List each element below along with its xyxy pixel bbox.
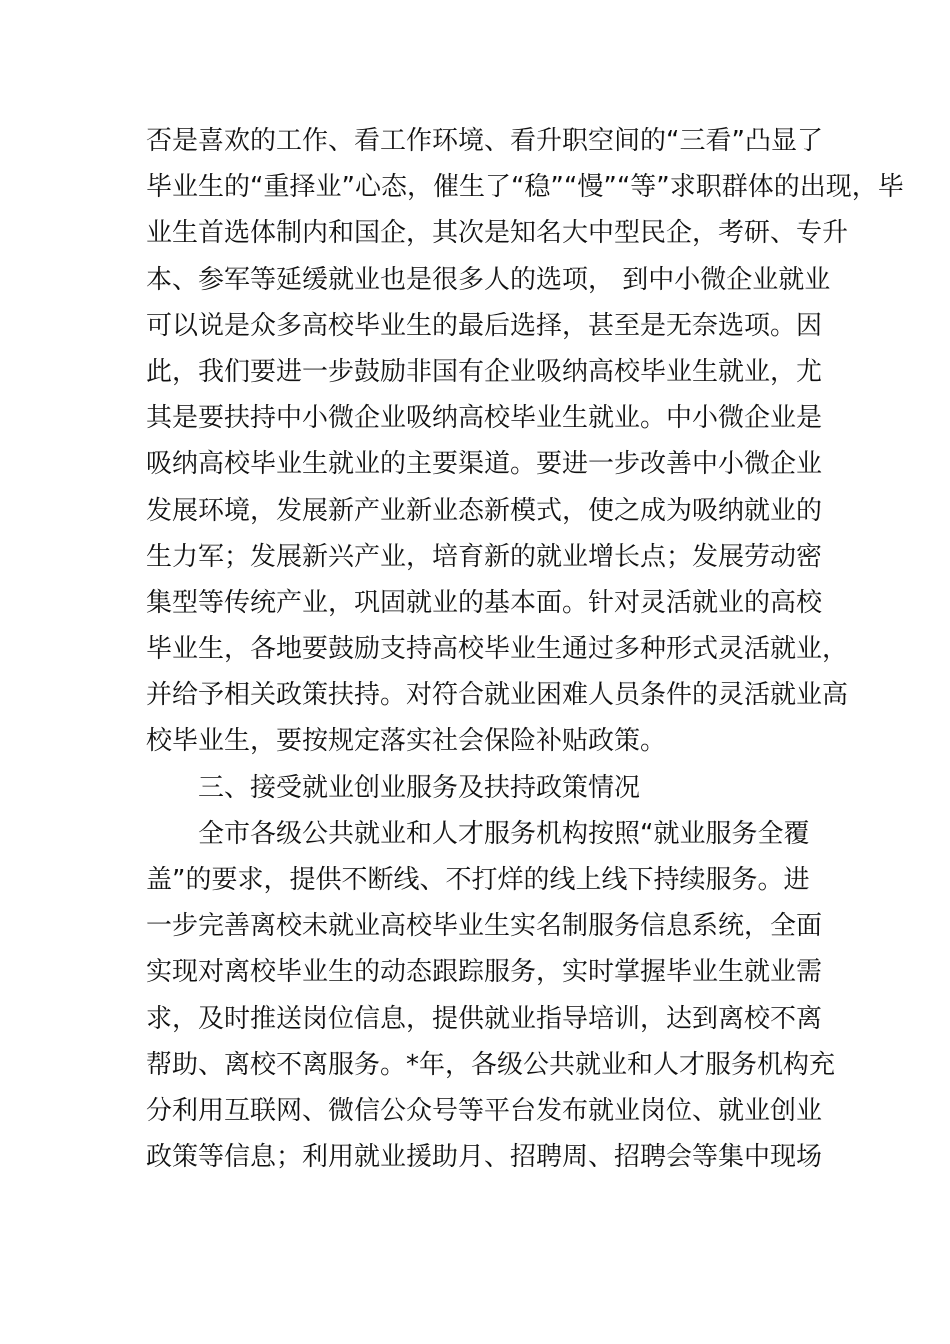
text-line: 本、参军等延缓就业也是很多人的选项， 到中小微企业就业 [146, 264, 831, 295]
text-line: 可以说是众多高校毕业生的最后选择，甚至是无奈选项。因 [146, 310, 823, 341]
text-line: 吸纳高校毕业生就业的主要渠道。要进一步改善中小微企业 [146, 449, 823, 480]
text-line: 一步完善离校未就业高校毕业生实名制服务信息系统，全面 [146, 911, 823, 942]
text-line: 并给予相关政策扶持。对符合就业困难人员条件的灵活就业高 [146, 680, 849, 711]
text-line: 生力军；发展新兴产业，培育新的就业增长点；发展劳动密 [146, 541, 823, 572]
text-line: 否是喜欢的工作、看工作环境、看升职空间的“三看”凸显了 [146, 126, 823, 156]
paragraph-first-line: 三、接受就业创业服务及扶持政策情况 [198, 772, 641, 803]
text-line: 帮助、离校不离服务。*年，各级公共就业和人才服务机构充 [146, 1049, 836, 1080]
text-line: 此，我们要进一步鼓励非国有企业吸纳高校毕业生就业，尤 [146, 356, 823, 387]
text-line: 政策等信息；利用就业援助月、招聘周、招聘会等集中现场 [146, 1142, 823, 1173]
text-line: 盖”的要求，提供不断线、不打烊的线上线下持续服务。进 [146, 865, 810, 895]
text-line: 分利用互联网、微信公众号等平台发布就业岗位、就业创业 [146, 1095, 823, 1126]
text-line: 其是要扶持中小微企业吸纳高校毕业生就业。中小微企业是 [146, 403, 823, 434]
text-line: 业生首选体制内和国企，其次是知名大中型民企，考研、专升 [146, 218, 849, 249]
document-body [146, 118, 904, 1180]
text-line: 实现对离校毕业生的动态跟踪服务，实时掌握毕业生就业需 [146, 957, 823, 988]
text-line: 发展环境，发展新产业新业态新模式，使之成为吸纳就业的 [146, 495, 823, 526]
paragraph-first-line: 全市各级公共就业和人才服务机构按照“就业服务全覆 [198, 818, 810, 849]
text-line: 集型等传统产业，巩固就业的基本面。针对灵活就业的高校 [146, 587, 823, 618]
text-line: 求，及时推送岗位信息，提供就业指导培训，达到离校不离 [146, 1003, 823, 1034]
text-line: 校毕业生，要按规定落实社会保险补贴政策。 [146, 726, 667, 757]
text-line: 毕业生的“重择业”心态，催生了“稳”“慢”“等”求职群体的出现，毕 [146, 172, 904, 203]
text-line: 毕业生，各地要鼓励支持高校毕业生通过多种形式灵活就业， [146, 634, 849, 665]
